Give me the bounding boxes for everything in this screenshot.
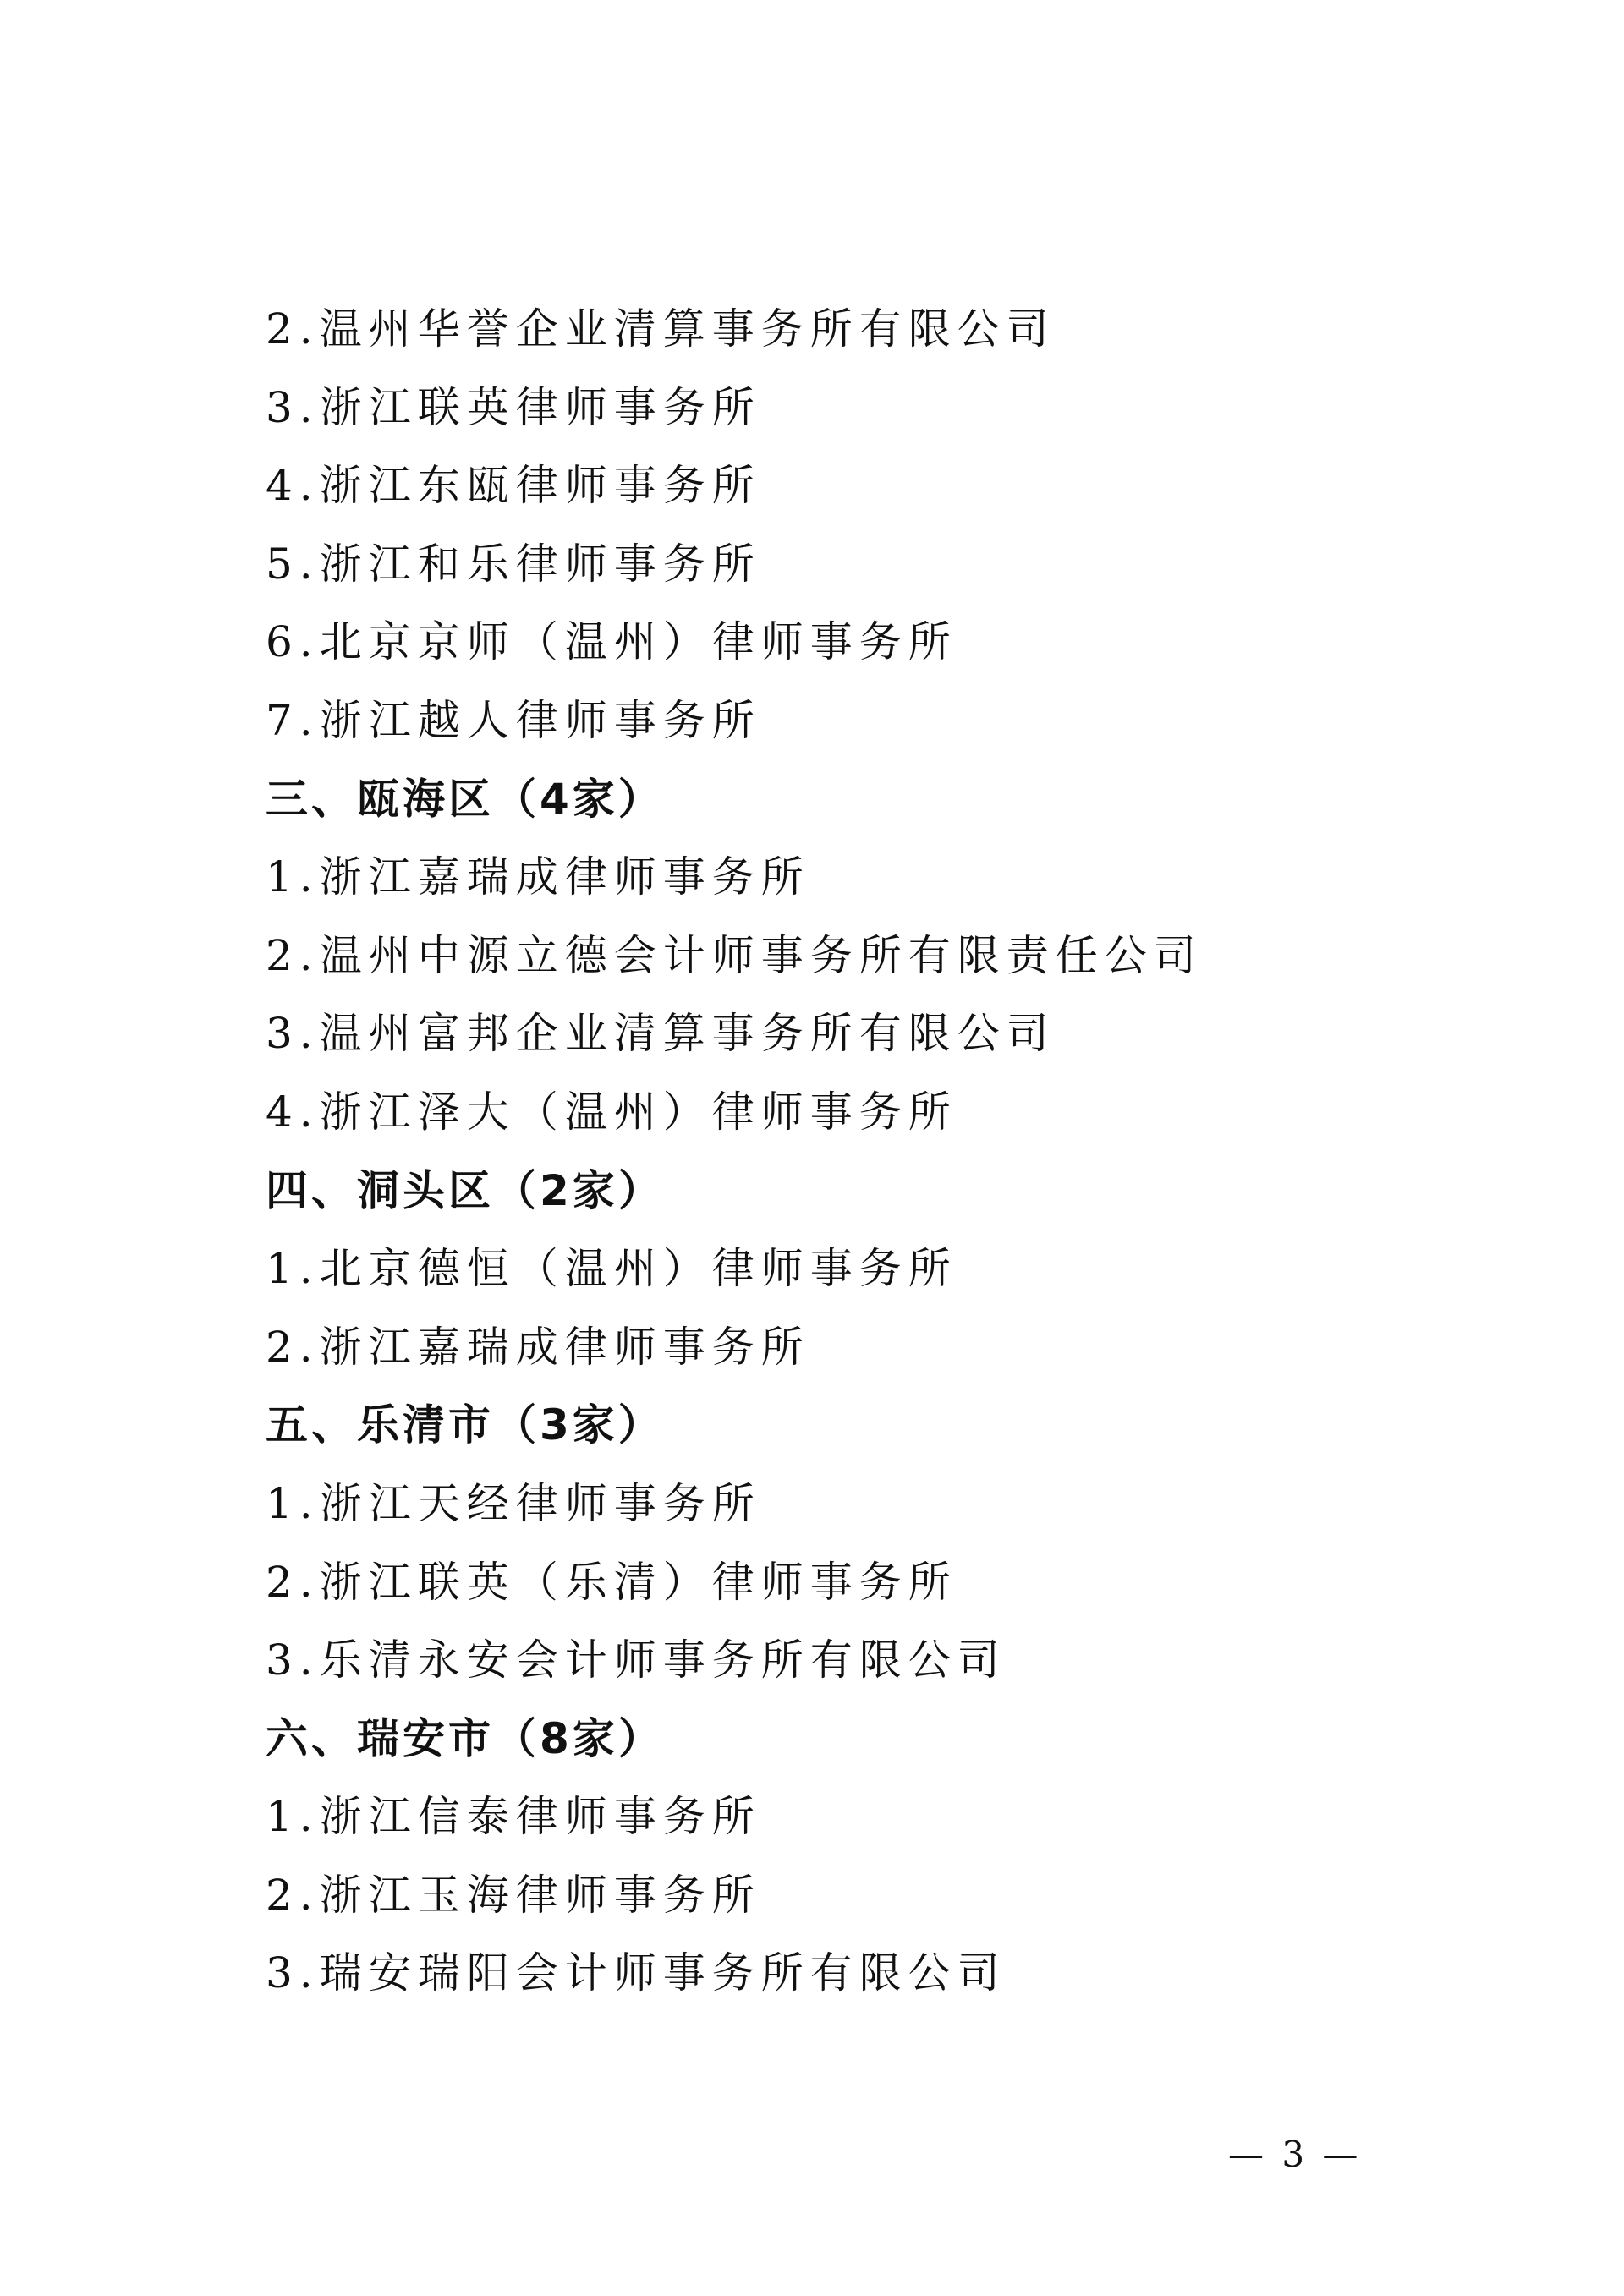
list-item: 1.浙江嘉瑞成律师事务所: [266, 852, 810, 902]
list-item: 3.浙江联英律师事务所: [266, 382, 761, 432]
list-item: 5.浙江和乐律师事务所: [266, 539, 761, 589]
list-item: 4.浙江泽大（温州）律师事务所: [266, 1087, 957, 1137]
section-heading: 四、洞头区（2家）: [266, 1165, 664, 1215]
list-item: 6.北京京师（温州）律师事务所: [266, 617, 957, 667]
list-item: 1.浙江天经律师事务所: [266, 1478, 761, 1528]
list-item: 2.浙江嘉瑞成律师事务所: [266, 1322, 810, 1372]
list-item: 1.浙江信泰律师事务所: [266, 1792, 761, 1842]
list-item: 7.浙江越人律师事务所: [266, 695, 761, 745]
list-item: 1.北京德恒（温州）律师事务所: [266, 1244, 957, 1294]
section-heading: 五、乐清市（3家）: [266, 1400, 664, 1450]
list-item: 3.乐清永安会计师事务所有限公司: [266, 1636, 1007, 1685]
list-item: 4.浙江东瓯律师事务所: [266, 461, 761, 511]
list-item: 2.浙江玉海律师事务所: [266, 1870, 761, 1920]
list-item: 2.温州华誉企业清算事务所有限公司: [266, 304, 1056, 353]
list-item: 3.瑞安瑞阳会计师事务所有限公司: [266, 1948, 1007, 1998]
page-number: — 3 —: [1228, 2134, 1362, 2175]
section-heading: 三、瓯海区（4家）: [266, 774, 664, 824]
list-item: 3.温州富邦企业清算事务所有限公司: [266, 1009, 1056, 1059]
section-heading: 六、瑞安市（8家）: [266, 1713, 664, 1763]
document-body: [266, 290, 1382, 2013]
list-item: 2.温州中源立德会计师事务所有限责任公司: [266, 930, 1203, 980]
list-item: 2.浙江联英（乐清）律师事务所: [266, 1557, 957, 1607]
